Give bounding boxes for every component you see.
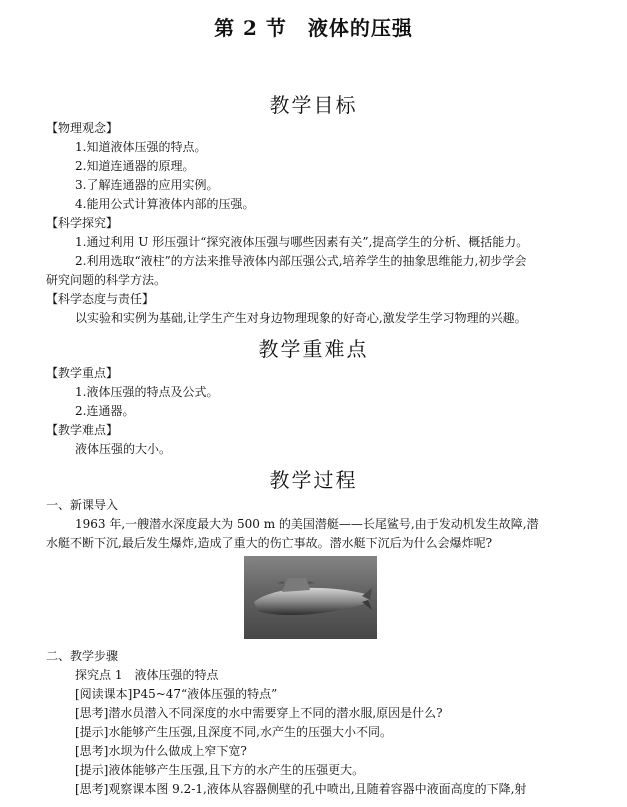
objective-item: 以实验和实例为基础,让学生产生对身边物理现象的好奇心,激发学生学习物理的兴趣。 bbox=[75, 311, 527, 325]
focus-label: 【教学重点】 bbox=[46, 366, 119, 380]
step-line: [阅读课本]P45~47“液体压强的特点” bbox=[75, 687, 278, 701]
key-points-heading: 教学重难点 bbox=[258, 337, 369, 361]
difficulty-label: 【教学难点】 bbox=[46, 423, 119, 437]
objective-item-continued: 研究问题的科学方法。 bbox=[46, 273, 167, 287]
objective-item: 3.了解连通器的应用实例。 bbox=[75, 178, 219, 192]
part2-label: 二、教学步骤 bbox=[46, 649, 119, 663]
objective-item: 2.知道连通器的原理。 bbox=[75, 159, 195, 173]
submarine-illustration bbox=[244, 556, 377, 639]
objective-item: 4.能用公式计算液体内部的压强。 bbox=[75, 197, 255, 211]
submarine-photo bbox=[244, 556, 377, 639]
part1-label: 一、新课导入 bbox=[46, 498, 119, 512]
process-heading: 教学过程 bbox=[269, 468, 358, 492]
explore-point-title: 探究点 1 液体压强的特点 bbox=[75, 668, 219, 682]
objective-item: 1.知道液体压强的特点。 bbox=[75, 140, 207, 154]
focus-item: 2.连通器。 bbox=[75, 404, 135, 418]
page-title: 第 2 节 液体的压强 bbox=[214, 16, 413, 40]
step-line: [提示]液体能够产生压强,且下方的水产生的压强更大。 bbox=[75, 763, 365, 777]
objectives-heading: 教学目标 bbox=[269, 93, 358, 117]
group-label-attitude: 【科学态度与责任】 bbox=[46, 292, 155, 306]
group-label-scientific-inquiry: 【科学探究】 bbox=[46, 216, 119, 230]
objective-item: 2.利用选取“液柱”的方法来推导液体内部压强公式,培养学生的抽象思维能力,初步学会 bbox=[75, 254, 527, 268]
step-line: [思考]观察课本图 9.2-1,液体从容器侧壁的孔中喷出,且随着容器中液面高度的下降,射 bbox=[75, 782, 527, 796]
step-line: [思考]水坝为什么做成上窄下宽? bbox=[75, 744, 247, 758]
intro-paragraph-line: 水艇不断下沉,最后发生爆炸,造成了重大的伤亡事故。潜水艇下沉后为什么会爆炸呢? bbox=[46, 536, 493, 550]
focus-item: 1.液体压强的特点及公式。 bbox=[75, 385, 219, 399]
group-label-physics-concept: 【物理观念】 bbox=[46, 121, 119, 135]
intro-paragraph-line: 1963 年,一艘潜水深度最大为 500 m 的美国潜艇——长尾鲨号,由于发动机发生故障,潜 bbox=[75, 517, 539, 531]
step-line: [提示]水能够产生压强,且深度不同,水产生的压强大小不同。 bbox=[75, 725, 392, 739]
step-line: [思考]潜水员潜入不同深度的水中需要穿上不同的潜水服,原因是什么? bbox=[75, 706, 443, 720]
difficulty-item: 液体压强的大小。 bbox=[75, 442, 172, 456]
objective-item: 1.通过利用 U 形压强计“探究液体压强与哪些因素有关”,提高学生的分析、概括能力。 bbox=[75, 235, 529, 249]
